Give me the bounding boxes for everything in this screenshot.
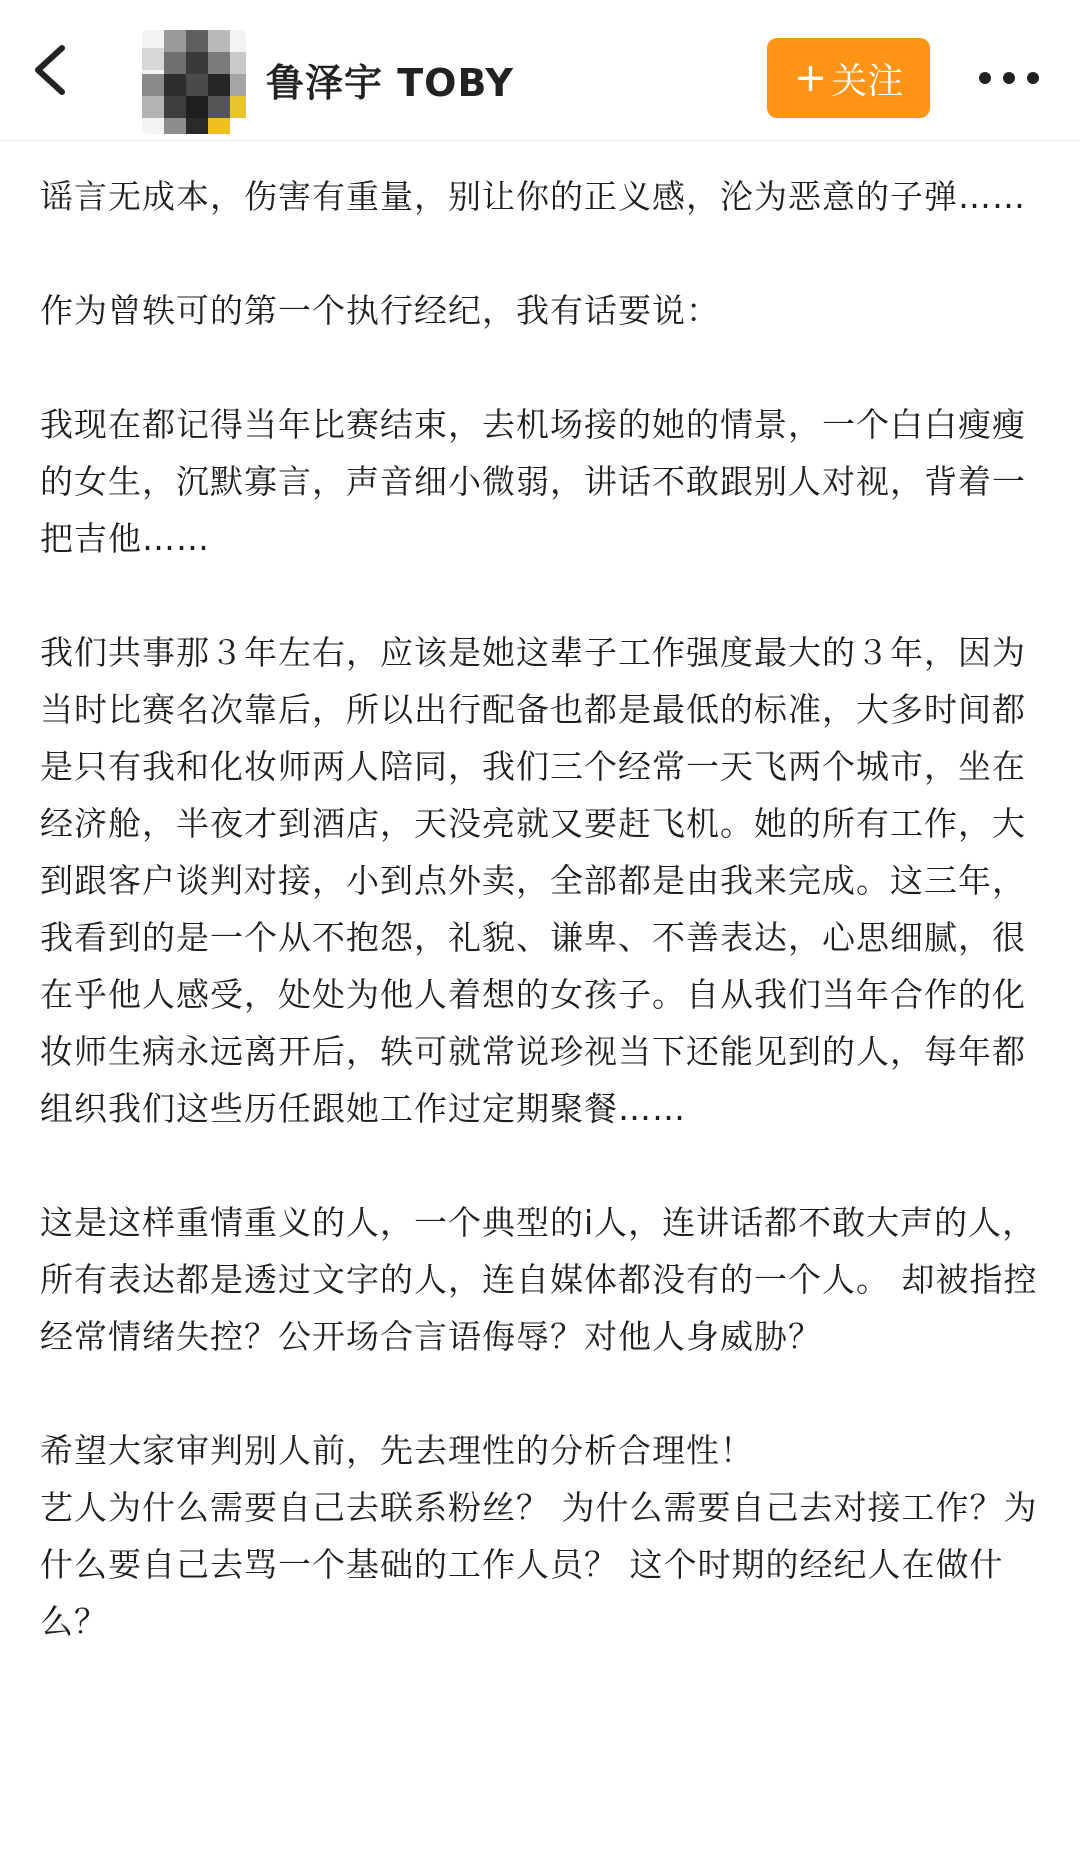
- post-paragraph: 希望大家审判别人前，先去理性的分析合理性！: [40, 1431, 754, 1470]
- post-paragraph: 我现在都记得当年比赛结束，去机场接的她的情景，一个白白瘦瘦的女生，沉默寡言，声音细小微弱，讲话不敢跟别人对视，背着一把吉他……: [40, 405, 1026, 558]
- avatar[interactable]: [142, 30, 246, 134]
- post-content: [40, 168, 1050, 1707]
- post-paragraph: 我们共事那３年左右，应该是她这辈子工作强度最大的３年，因为当时比赛名次靠后，所以出行配备也都是最低的标准，大多时间都是只有我和化妆师两人陪同，我们三个经常一天飞两个城市，坐在经济舱，半夜才到酒店，天没亮就又要赶飞机。她的所有工作，大到跟客户谈判对接，小到点外卖，全部都是由我来完成。这三年，我看到的是一个从不抱怨，礼貌、谦卑、不善表达，心思细腻，很在乎他人感受，处处为他人着想的女孩子。自从我们当年合作的化妆师生病永远离开后，轶可就常说珍视当下还能见到的人，每年都组织我们这些历任跟她工作过定期聚餐……: [40, 633, 1026, 1128]
- post-paragraph: 这是这样重情重义的人，一个典型的i人，连讲话都不敢大声的人， 所有表达都是透过文字的人，连自媒体都没有的一个人。 却被指控经常情绪失控？公开场合言语侮辱？对他人身威胁？: [40, 1203, 1038, 1356]
- author-name[interactable]: 鲁泽宇 TOBY: [266, 61, 514, 105]
- follow-button[interactable]: [767, 38, 930, 118]
- plus-icon: +: [793, 55, 828, 101]
- post-paragraph: 谣言无成本，伤害有重量，别让你的正义感，沦为恶意的子弹……: [40, 177, 1026, 216]
- more-button[interactable]: [975, 60, 1045, 96]
- post-paragraph: 艺人为什么需要自己去联系粉丝？ 为什么需要自己去对接工作？为什么要自己去骂一个基础的工作人员？ 这个时期的经纪人在做什么？: [40, 1488, 1038, 1641]
- avatar-image: [142, 30, 246, 134]
- back-button[interactable]: [22, 38, 82, 102]
- more-dots-icon: [975, 60, 1045, 96]
- follow-label: 关注: [831, 60, 904, 102]
- post-paragraph: 作为曾轶可的第一个执行经纪，我有话要说：: [40, 291, 720, 330]
- chevron-left-icon: [22, 38, 82, 102]
- top-bar: [0, 0, 1080, 141]
